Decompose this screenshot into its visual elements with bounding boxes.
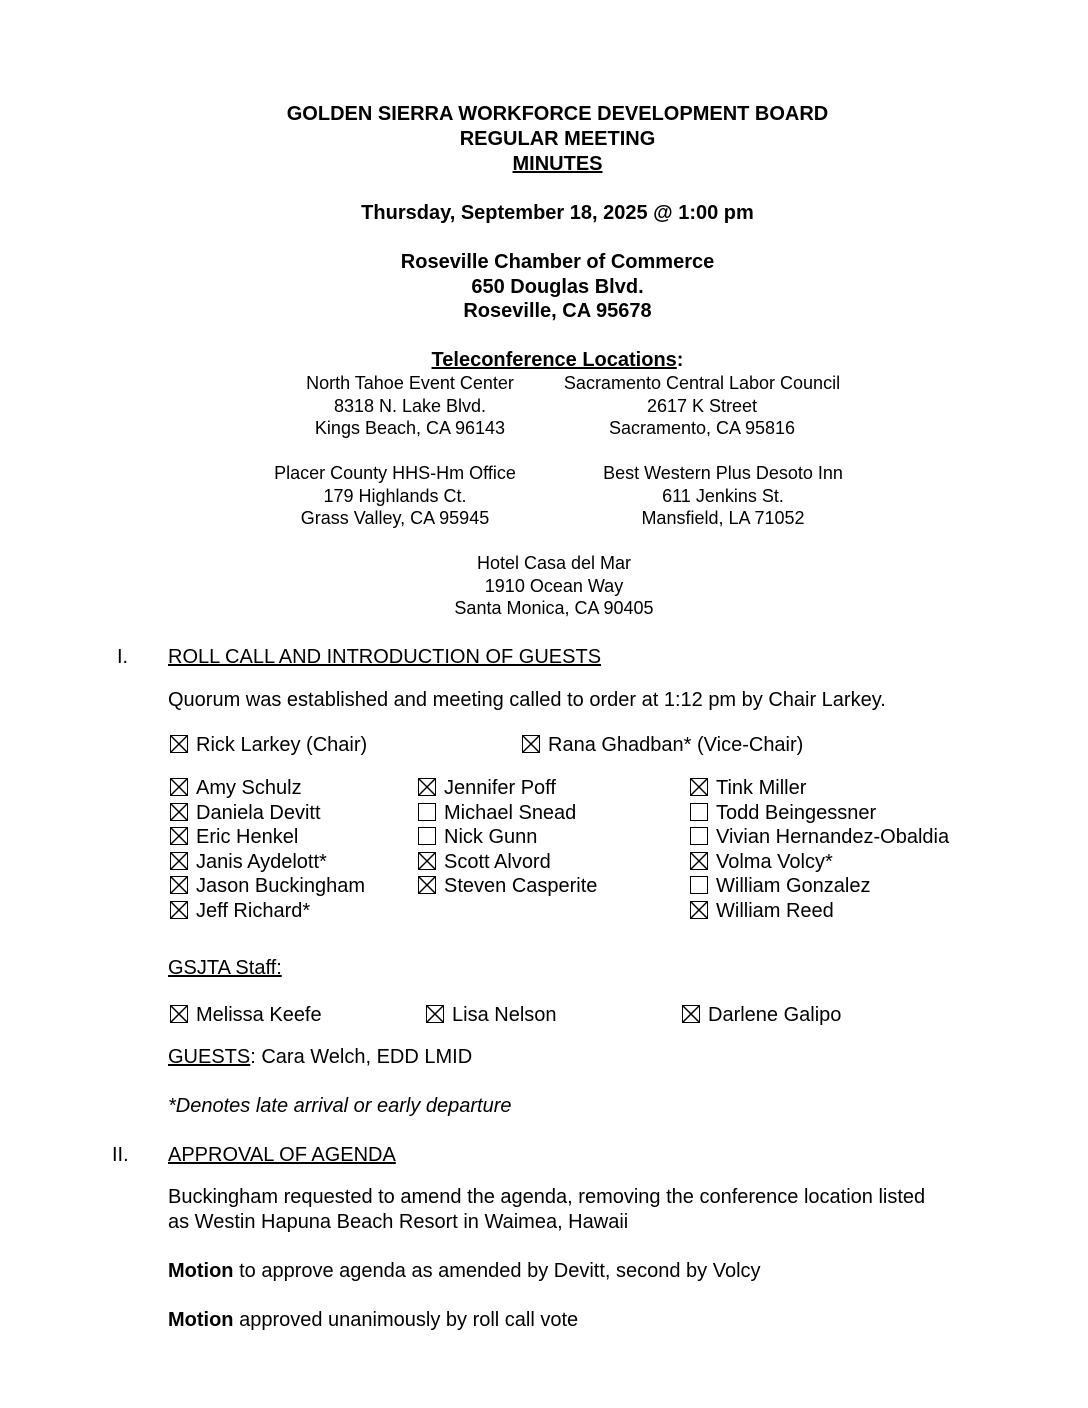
member-row	[690, 825, 949, 850]
member-name: Tink Miller	[716, 777, 807, 799]
guests-line	[168, 1045, 472, 1069]
guests-label: GUESTS	[168, 1046, 251, 1068]
location-1	[245, 372, 575, 440]
attendance-checkbox[interactable]	[690, 827, 708, 845]
member-row	[418, 874, 597, 899]
teleconference-label: Teleconference Locations	[431, 349, 677, 371]
member-name: Rana Ghadban* (Vice-Chair)	[548, 734, 804, 756]
agenda-paragraph-line-2: as Westin Hapuna Beach Resort in Waimea, Hawaii	[168, 1211, 629, 1233]
attendance-checkbox[interactable]	[170, 827, 188, 845]
member-row	[690, 850, 949, 875]
attendance-checkbox[interactable]	[170, 778, 188, 796]
motion-text: to approve agenda as amended by Devitt, second by Volcy	[233, 1260, 761, 1282]
member-row	[170, 874, 365, 899]
location-5	[389, 552, 719, 620]
quorum-statement: Quorum was established and meeting called to order at 1:12 pm by Chair Larkey.	[168, 689, 886, 711]
section-1-numeral: I.	[117, 646, 129, 668]
attendance-checkbox[interactable]	[170, 1005, 188, 1023]
location-street: 611 Jenkins St.	[662, 485, 784, 506]
attendance-checkbox[interactable]	[426, 1005, 444, 1023]
location-name: Sacramento Central Labor Council	[563, 373, 841, 393]
member-row	[690, 899, 949, 924]
motion-1	[168, 1259, 761, 1283]
officer-chair	[170, 733, 367, 758]
location-name: North Tahoe Event Center	[306, 373, 514, 393]
member-row	[418, 776, 597, 801]
member-row	[690, 801, 949, 826]
members-column-2	[418, 776, 597, 899]
location-city: Grass Valley, CA 95945	[300, 508, 490, 528]
member-name: Jeff Richard*	[196, 899, 311, 922]
member-name: Todd Beingessner	[716, 801, 877, 824]
member-name: Volma Volcy*	[716, 850, 833, 873]
location-street: 8318 N. Lake Blvd.	[333, 395, 487, 416]
guests-text: : Cara Welch, EDD LMID	[250, 1046, 473, 1068]
member-name: Jason Buckingham	[196, 875, 365, 897]
member-row	[418, 825, 597, 850]
section-2-title: APPROVAL OF AGENDA	[168, 1144, 396, 1166]
staff-member-2	[426, 1003, 557, 1028]
section-2-numeral: II.	[112, 1144, 129, 1166]
attendance-checkbox[interactable]	[170, 852, 188, 870]
attendance-checkbox[interactable]	[170, 876, 188, 894]
attendance-checkbox[interactable]	[522, 735, 540, 753]
teleconference-heading	[0, 348, 1088, 373]
member-name: Vivian Hernandez-Obaldia	[716, 826, 950, 848]
member-name: Scott Alvord	[444, 850, 551, 873]
attendance-checkbox[interactable]	[418, 876, 436, 894]
member-name: Amy Schulz	[196, 777, 302, 799]
member-name: Michael Snead	[444, 801, 577, 824]
member-name: Darlene Galipo	[708, 1004, 842, 1026]
location-city: Mansfield, LA 71052	[641, 508, 805, 528]
doc-type: MINUTES	[512, 153, 603, 175]
attendance-checkbox[interactable]	[170, 735, 188, 753]
staff-member-3	[682, 1003, 841, 1028]
attendance-checkbox[interactable]	[418, 778, 436, 796]
member-name: Daniela Devitt	[196, 801, 321, 824]
meeting-title: REGULAR MEETING	[459, 128, 656, 150]
venue-street: 650 Douglas Blvd.	[471, 275, 644, 298]
location-name: Best Western Plus Desoto Inn	[603, 463, 843, 483]
footnote: *Denotes late arrival or early departure	[168, 1095, 512, 1117]
officer-vice-chair	[522, 733, 803, 758]
venue-city: Roseville, CA 95678	[463, 300, 652, 322]
member-name: Steven Casperite	[444, 875, 598, 897]
member-name: William Reed	[716, 899, 834, 922]
location-city: Santa Monica, CA 90405	[454, 598, 654, 618]
attendance-checkbox[interactable]	[682, 1005, 700, 1023]
member-row	[170, 776, 365, 801]
motion-label: Motion	[168, 1309, 234, 1331]
member-row	[170, 850, 365, 875]
staff-member-1	[170, 1003, 322, 1028]
location-street: 1910 Ocean Way	[484, 575, 624, 596]
venue	[0, 250, 1088, 324]
attendance-checkbox[interactable]	[690, 852, 708, 870]
member-row	[170, 801, 365, 826]
attendance-checkbox[interactable]	[170, 803, 188, 821]
attendance-checkbox[interactable]	[690, 901, 708, 919]
member-name: Jennifer Poff	[444, 777, 556, 799]
location-city: Kings Beach, CA 96143	[314, 418, 506, 438]
member-row	[170, 899, 365, 924]
member-name: Lisa Nelson	[452, 1004, 557, 1026]
section-1-title: ROLL CALL AND INTRODUCTION OF GUESTS	[168, 646, 602, 668]
motion-2	[168, 1308, 578, 1332]
attendance-checkbox[interactable]	[690, 778, 708, 796]
staff-label: GSJTA Staff:	[168, 957, 282, 979]
member-row	[690, 776, 949, 801]
attendance-checkbox[interactable]	[418, 852, 436, 870]
members-column-3	[690, 776, 949, 923]
agenda-paragraph-line-1: Buckingham requested to amend the agenda, removing the conference location listed	[168, 1186, 926, 1208]
members-column-1	[170, 776, 365, 923]
venue-name: Roseville Chamber of Commerce	[400, 251, 715, 273]
location-2	[537, 372, 867, 440]
attendance-checkbox[interactable]	[690, 876, 708, 894]
org-title: GOLDEN SIERRA WORKFORCE DEVELOPMENT BOARD	[286, 103, 829, 125]
location-3	[230, 462, 560, 530]
member-row	[418, 850, 597, 875]
location-name: Placer County HHS-Hm Office	[274, 463, 516, 483]
member-row	[418, 801, 597, 826]
document-header	[0, 102, 1088, 177]
location-city: Sacramento, CA 95816	[608, 418, 796, 438]
member-name: Nick Gunn	[444, 826, 538, 848]
attendance-checkbox[interactable]	[170, 901, 188, 919]
meeting-date: Thursday, September 18, 2025 @ 1:00 pm	[361, 202, 754, 224]
member-name: Janis Aydelott*	[196, 850, 327, 873]
location-4	[558, 462, 888, 530]
location-name: Hotel Casa del Mar	[476, 553, 632, 573]
attendance-checkbox[interactable]	[418, 803, 436, 821]
member-name: Rick Larkey (Chair)	[196, 734, 368, 756]
motion-text: approved unanimously by roll call vote	[233, 1309, 579, 1331]
location-street: 2617 K Street	[646, 395, 758, 416]
motion-label: Motion	[168, 1260, 234, 1282]
member-name: Melissa Keefe	[196, 1004, 322, 1026]
attendance-checkbox[interactable]	[690, 803, 708, 821]
location-street: 179 Highlands Ct.	[323, 485, 467, 506]
member-row	[170, 825, 365, 850]
teleconference-colon: :	[676, 349, 684, 371]
member-row	[690, 874, 949, 899]
member-name: Eric Henkel	[196, 826, 299, 848]
attendance-checkbox[interactable]	[418, 827, 436, 845]
member-name: William Gonzalez	[716, 875, 871, 897]
